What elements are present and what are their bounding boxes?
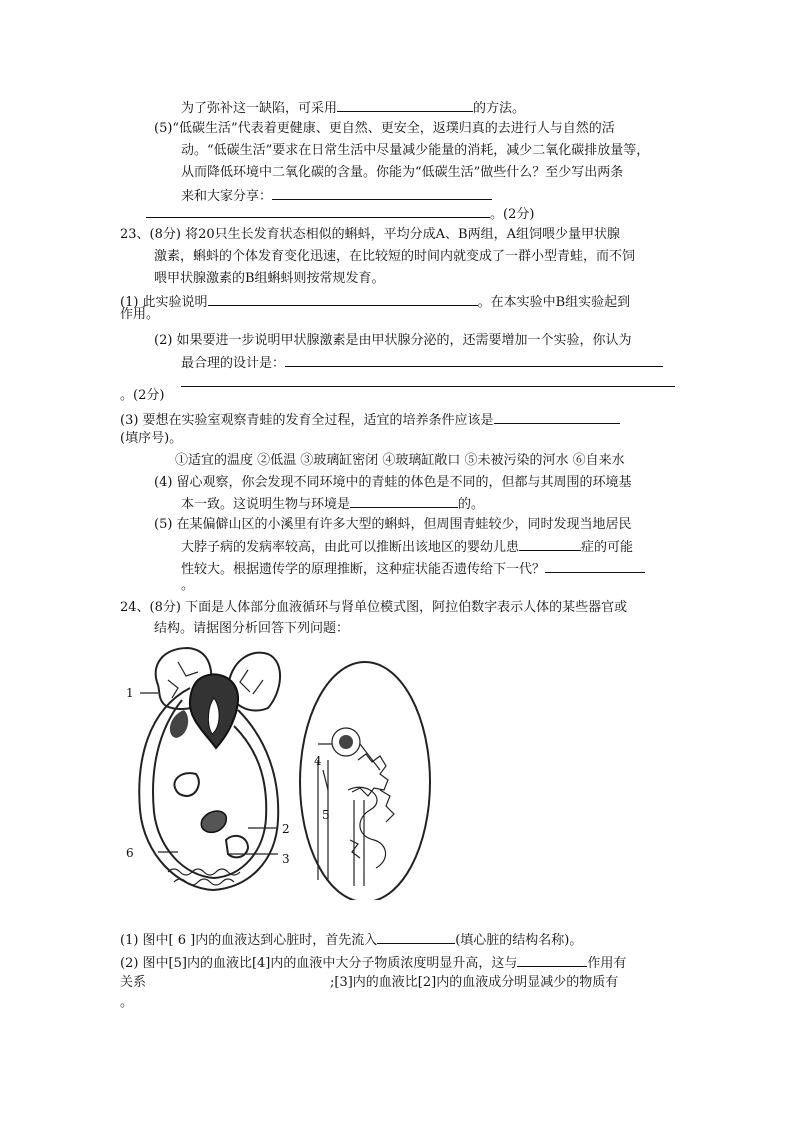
q24-line1: 24、(8分) 下面是人体部分血液循环与肾单位模式图，阿拉伯数字表示人体的某些器官或 — [120, 600, 628, 615]
glomerulus — [339, 735, 353, 749]
q23-answer-blank-1[interactable] — [208, 291, 478, 306]
q22-line5: 来和大家分享： — [181, 185, 492, 205]
q23-line7: 最合理的设计是： — [181, 352, 663, 372]
q23-line4: (1) 此实验说明 。在本实验中B组实验起到 — [120, 291, 630, 311]
q23-line2: 激素，蝌蚪的个体发育变化迅速，在比较短的时间内就变成了一群小型青蛙，而不饲 — [154, 249, 636, 264]
q22-line2: (5)“低碳生活”代表着更健康、更自然、更安全，返璞归真的去进行人与自然的活 — [154, 121, 615, 136]
q24-answer2: (2) 图中[5]内的血液比[4]内的血液中大分子物质浓度明显升高，这与 作用有 — [120, 952, 626, 972]
diagram-label-1: 1 — [126, 686, 134, 700]
q23-answer-blank-6[interactable] — [545, 558, 645, 573]
q24-line2: 结构。请据图分析回答下列问题： — [154, 621, 350, 636]
q23-line14: (5) 在某偏僻山区的小溪里有许多大型的蝌蚪，但周围青蛙较少，同时发现当地居民 — [154, 517, 632, 532]
q23-line17: 。 — [181, 578, 195, 593]
q22-answer-blank-3[interactable] — [146, 203, 490, 218]
q23-line6: (2) 如果要进一步说明甲状腺激素是由甲状腺分泌的，还需要增加一个实验，你认为 — [154, 333, 632, 348]
q23-answer-blank-4[interactable] — [350, 493, 458, 508]
diagram-label-4: 4 — [314, 754, 322, 768]
nephron-zoom-circle — [300, 662, 430, 900]
q23-answer-blank-3[interactable] — [494, 409, 620, 424]
q23-options: ①适宜的温度 ②低温 ③玻璃缸密闭 ④玻璃缸敞口 ⑤未被污染的河水 ⑥自来水 — [175, 453, 625, 468]
q22-line6: 。(2分) — [146, 203, 534, 223]
q23-line1: 23、(8分) 将20只生长发育状态相似的蝌蚪，平均分成A、B两组，A组饲喂少量甲状腺 — [120, 227, 620, 242]
q23-answer-rule[interactable] — [181, 386, 675, 387]
capillary-network — [350, 754, 394, 858]
q23-line13: 本一致。这说明生物与环境是 的。 — [181, 493, 484, 513]
q23-line15: 大脖子病的发病率较高，由此可以推断出该地区的婴幼儿患 症的可能 — [181, 536, 633, 556]
q23-answer-blank-2[interactable] — [285, 352, 663, 367]
liver — [174, 773, 198, 796]
diagram-label-2: 2 — [282, 822, 290, 836]
q23-line5: 作用。 — [120, 307, 160, 322]
q24-answer-blank-1[interactable] — [377, 929, 455, 944]
circulation-nephron-diagram — [118, 640, 478, 900]
q23-line12: (4) 留心观察，你会发现不同环境中的青蛙的体色是不同的，但都与其周围的环境基 — [154, 475, 632, 490]
renal-tubule — [348, 787, 386, 886]
q23-answer-blank-5[interactable] — [519, 536, 581, 551]
q24-answer-blank-2[interactable] — [517, 952, 587, 967]
stomach — [201, 811, 226, 832]
q22-line1: 为了弥补这一缺陷，可采用 的方法。 — [181, 97, 525, 117]
diagram-label-6: 6 — [126, 846, 134, 860]
diagram-label-3: 3 — [282, 852, 290, 866]
diagram-label-5: 5 — [322, 808, 330, 822]
q22-line4: 从而降低环境中二氧化碳的含量。你能为“低碳生活”做些什么？至少写出两条 — [181, 165, 624, 180]
q23-line16: 性较大。根据遗传学的原理推断，这种症状能否遗传给下一代？ — [181, 558, 645, 578]
q23-line8: 。(2分) — [120, 388, 165, 403]
q24-answer1: (1) 图中[ 6 ]内的血液达到心脏时，首先流入 (填心脏的结构名称)。 — [120, 929, 582, 949]
q23-line10: (填序号)。 — [120, 431, 183, 446]
q22-answer-blank-1[interactable] — [337, 97, 473, 112]
q23-line3: 喂甲状腺激素的B组蝌蚪则按常规发育。 — [154, 271, 385, 286]
q22-answer-blank-2[interactable] — [272, 185, 492, 200]
label-5-line — [323, 770, 328, 790]
q24-answer4: 。 — [120, 995, 134, 1010]
q24-answer3: 关系 ;[3]内的血液比[2]内的血液成分明显减少的物质有 — [120, 975, 619, 990]
q22-line3: 动。“低碳生活”要求在日常生活中尽量减少能量的消耗，减少二氧化碳排放量等， — [181, 143, 650, 158]
q23-line9: (3) 要想在实验室观察青蛙的发育全过程，适宜的培养条件应该是 — [120, 409, 620, 429]
